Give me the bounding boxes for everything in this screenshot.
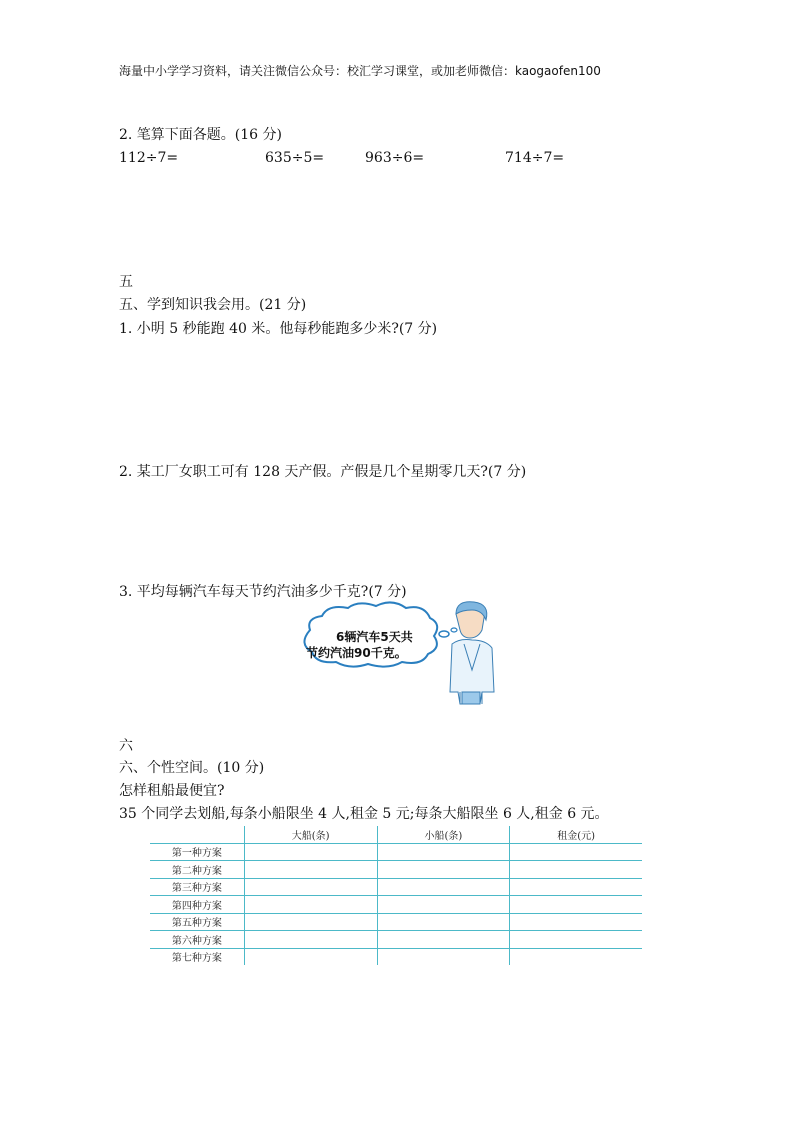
table-header-row (150, 826, 642, 843)
answer-cell[interactable] (510, 913, 642, 931)
section6-marker: 六 (119, 738, 133, 754)
table-header-cell: 小船(条) (377, 826, 510, 843)
table-row (150, 896, 642, 914)
bubble-line-2: 节约汽油90千克。 (306, 646, 407, 660)
table-row (150, 931, 642, 949)
answer-cell[interactable] (377, 913, 510, 931)
answer-cell[interactable] (244, 861, 377, 879)
answer-cell[interactable] (377, 896, 510, 914)
answer-cell[interactable] (510, 948, 642, 965)
section5-marker: 五 (119, 274, 133, 290)
table-row (150, 843, 642, 861)
table-row (150, 948, 642, 965)
problem-4: 714÷7= (505, 150, 565, 166)
answer-cell[interactable] (510, 896, 642, 914)
answer-cell[interactable] (510, 878, 642, 896)
problem-1: 112÷7= (119, 150, 179, 166)
page-header: 海量中小学学习资料，请关注微信公众号：校汇学习课堂，或加老师微信：kaogaofen100 (119, 64, 601, 78)
answer-cell[interactable] (510, 843, 642, 861)
plan-label: 第四种方案 (150, 896, 244, 914)
section6-question: 怎样租船最便宜? (119, 783, 225, 799)
section5-q2: 2. 某工厂女职工可有 128 天产假。产假是几个星期零几天?(7 分) (119, 464, 527, 480)
answer-cell[interactable] (244, 843, 377, 861)
answer-cell[interactable] (244, 913, 377, 931)
answer-cell[interactable] (244, 878, 377, 896)
plan-label: 第六种方案 (150, 931, 244, 949)
illustration (296, 600, 496, 706)
man-figure-icon (450, 602, 494, 704)
rental-plan-table (150, 826, 642, 965)
section5-q3: 3. 平均每辆汽车每天节约汽油多少千克?(7 分) (119, 584, 407, 600)
table-row (150, 913, 642, 931)
table-header-cell: 大船(条) (244, 826, 377, 843)
q4-2-title: 2. 笔算下面各题。(16 分) (119, 127, 282, 143)
problem-3: 963÷6= (365, 150, 425, 166)
section5-q1: 1. 小明 5 秒能跑 40 米。他每秒能跑多少米?(7 分) (119, 321, 438, 337)
plan-label: 第二种方案 (150, 861, 244, 879)
section6-title: 六、个性空间。(10 分) (119, 760, 265, 776)
answer-cell[interactable] (244, 948, 377, 965)
answer-cell[interactable] (244, 931, 377, 949)
answer-cell[interactable] (377, 931, 510, 949)
answer-cell[interactable] (377, 948, 510, 965)
plan-label: 第一种方案 (150, 843, 244, 861)
plan-label: 第五种方案 (150, 913, 244, 931)
answer-cell[interactable] (377, 861, 510, 879)
plan-label: 第三种方案 (150, 878, 244, 896)
table-header-cell (150, 826, 244, 843)
section6-desc: 35 个同学去划船,每条小船限坐 4 人,租金 5 元;每条大船限坐 6 人,租金 6 元。 (119, 806, 609, 822)
plan-label: 第七种方案 (150, 948, 244, 965)
table-row (150, 861, 642, 879)
problem-2: 635÷5= (265, 150, 325, 166)
section5-title: 五、学到知识我会用。(21 分) (119, 297, 307, 313)
bubble-line-1: 6辆汽车5天共 (336, 630, 413, 644)
answer-cell[interactable] (377, 843, 510, 861)
table-row (150, 878, 642, 896)
answer-cell[interactable] (510, 861, 642, 879)
table-header-cell: 租金(元) (510, 826, 642, 843)
answer-cell[interactable] (244, 896, 377, 914)
answer-cell[interactable] (510, 931, 642, 949)
answer-cell[interactable] (377, 878, 510, 896)
